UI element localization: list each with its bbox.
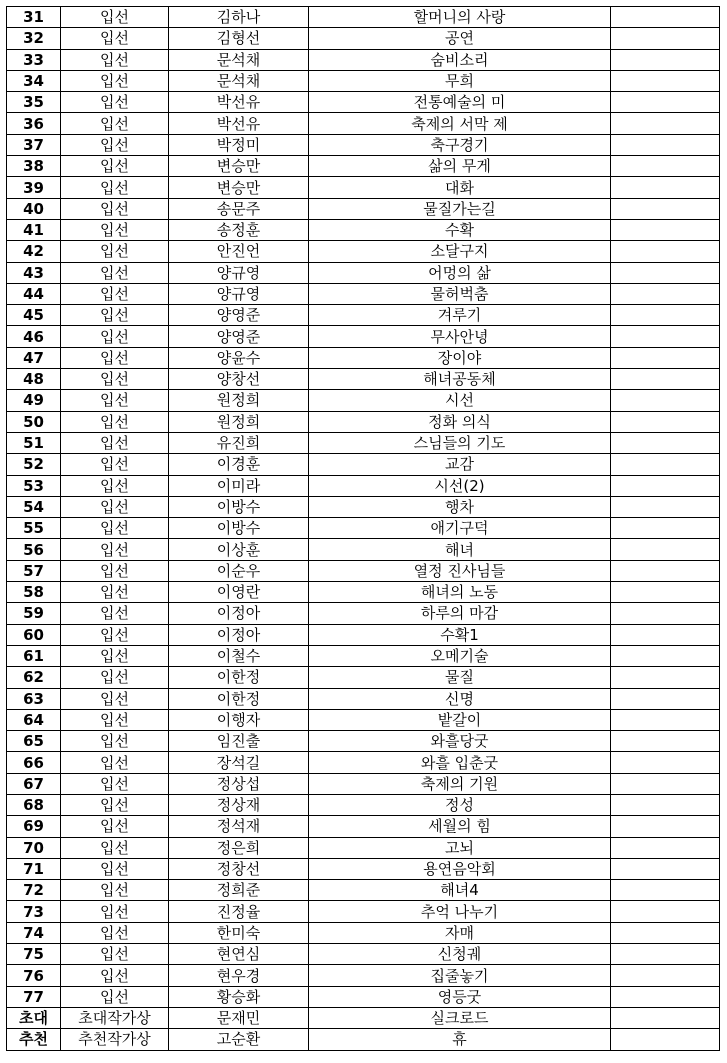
table-row: [7, 326, 720, 347]
cell-work-title: 겨루기: [309, 305, 611, 326]
cell-work-title: 신명: [309, 688, 611, 709]
cell-note: [611, 986, 720, 1007]
cell-award: 입선: [61, 70, 169, 91]
cell-artist-name: 안진언: [169, 241, 309, 262]
table-row: [7, 28, 720, 49]
cell-number: 60: [7, 624, 61, 645]
cell-artist-name: 문재민: [169, 1007, 309, 1028]
table-row: [7, 624, 720, 645]
cell-note: [611, 518, 720, 539]
cell-award: 입선: [61, 986, 169, 1007]
table-row: [7, 475, 720, 496]
table-row: [7, 1029, 720, 1050]
cell-work-title: 축구경기: [309, 134, 611, 155]
cell-number: 45: [7, 305, 61, 326]
cell-work-title: 실크로드: [309, 1007, 611, 1028]
cell-note: [611, 582, 720, 603]
cell-number: 67: [7, 773, 61, 794]
cell-award: 입선: [61, 752, 169, 773]
cell-note: [611, 858, 720, 879]
table-row: [7, 241, 720, 262]
cell-number: 32: [7, 28, 61, 49]
cell-number: 56: [7, 539, 61, 560]
table-row: [7, 1007, 720, 1028]
cell-note: [611, 134, 720, 155]
cell-note: [611, 283, 720, 304]
table-row: [7, 518, 720, 539]
table-row: [7, 113, 720, 134]
cell-note: [611, 816, 720, 837]
cell-artist-name: 정희준: [169, 880, 309, 901]
cell-note: [611, 922, 720, 943]
cell-number: 46: [7, 326, 61, 347]
table-row: [7, 7, 720, 28]
cell-work-title: 해녀4: [309, 880, 611, 901]
cell-note: [611, 645, 720, 666]
cell-artist-name: 송정훈: [169, 219, 309, 240]
cell-note: [611, 219, 720, 240]
cell-note: [611, 156, 720, 177]
table-row: [7, 454, 720, 475]
cell-number: 58: [7, 582, 61, 603]
table-row: [7, 70, 720, 91]
cell-number: 추천: [7, 1029, 61, 1050]
cell-award: 입선: [61, 965, 169, 986]
cell-award: 초대작가상: [61, 1007, 169, 1028]
table-row: [7, 92, 720, 113]
cell-artist-name: 김형선: [169, 28, 309, 49]
cell-note: [611, 901, 720, 922]
table-row: [7, 837, 720, 858]
cell-work-title: 대화: [309, 177, 611, 198]
cell-artist-name: 임진출: [169, 731, 309, 752]
cell-artist-name: 이경훈: [169, 454, 309, 475]
cell-artist-name: 이행자: [169, 709, 309, 730]
cell-award: 입선: [61, 113, 169, 134]
table-row: [7, 880, 720, 901]
table-row: [7, 944, 720, 965]
cell-number: 73: [7, 901, 61, 922]
cell-note: [611, 411, 720, 432]
cell-artist-name: 이순우: [169, 560, 309, 581]
cell-award: 입선: [61, 454, 169, 475]
cell-artist-name: 유진희: [169, 432, 309, 453]
table-row: [7, 347, 720, 368]
table-row: [7, 731, 720, 752]
cell-work-title: 자매: [309, 922, 611, 943]
cell-artist-name: 박선유: [169, 113, 309, 134]
cell-work-title: 전통예술의 미: [309, 92, 611, 113]
cell-award: 입선: [61, 283, 169, 304]
cell-note: [611, 731, 720, 752]
cell-artist-name: 현우경: [169, 965, 309, 986]
cell-award: 입선: [61, 92, 169, 113]
cell-number: 74: [7, 922, 61, 943]
cell-note: [611, 7, 720, 28]
cell-award: 입선: [61, 390, 169, 411]
cell-artist-name: 정석재: [169, 816, 309, 837]
cell-artist-name: 황승화: [169, 986, 309, 1007]
cell-artist-name: 김하나: [169, 7, 309, 28]
cell-award: 입선: [61, 198, 169, 219]
cell-note: [611, 1007, 720, 1028]
cell-work-title: 해녀: [309, 539, 611, 560]
cell-artist-name: 문석채: [169, 70, 309, 91]
cell-note: [611, 539, 720, 560]
cell-work-title: 어멍의 삶: [309, 262, 611, 283]
cell-artist-name: 이영란: [169, 582, 309, 603]
table-row: [7, 539, 720, 560]
cell-work-title: 시선(2): [309, 475, 611, 496]
cell-artist-name: 이미라: [169, 475, 309, 496]
cell-award: 입선: [61, 539, 169, 560]
cell-artist-name: 양윤수: [169, 347, 309, 368]
cell-number: 77: [7, 986, 61, 1007]
cell-number: 64: [7, 709, 61, 730]
cell-note: [611, 432, 720, 453]
table-row: [7, 901, 720, 922]
cell-note: [611, 752, 720, 773]
cell-award: 입선: [61, 7, 169, 28]
cell-number: 61: [7, 645, 61, 666]
cell-work-title: 열정 진사님들: [309, 560, 611, 581]
awards-table: [6, 6, 720, 1051]
cell-award: 입선: [61, 134, 169, 155]
table-row: [7, 432, 720, 453]
table-row: [7, 390, 720, 411]
table-row: [7, 560, 720, 581]
cell-award: 입선: [61, 156, 169, 177]
cell-number: 62: [7, 667, 61, 688]
cell-work-title: 와흘당굿: [309, 731, 611, 752]
cell-note: [611, 28, 720, 49]
cell-note: [611, 326, 720, 347]
cell-work-title: 추억 나누기: [309, 901, 611, 922]
cell-number: 70: [7, 837, 61, 858]
cell-artist-name: 이한정: [169, 688, 309, 709]
cell-note: [611, 198, 720, 219]
cell-work-title: 와흘 입춘굿: [309, 752, 611, 773]
cell-number: 37: [7, 134, 61, 155]
table-row: [7, 305, 720, 326]
cell-number: 69: [7, 816, 61, 837]
table-row: [7, 411, 720, 432]
cell-artist-name: 장석길: [169, 752, 309, 773]
table-row: [7, 752, 720, 773]
cell-note: [611, 688, 720, 709]
cell-award: 입선: [61, 582, 169, 603]
cell-number: 63: [7, 688, 61, 709]
cell-artist-name: 정창선: [169, 858, 309, 879]
cell-work-title: 삶의 무게: [309, 156, 611, 177]
cell-number: 31: [7, 7, 61, 28]
cell-work-title: 집줄놓기: [309, 965, 611, 986]
cell-number: 59: [7, 603, 61, 624]
cell-work-title: 무희: [309, 70, 611, 91]
cell-award: 입선: [61, 326, 169, 347]
cell-artist-name: 현연심: [169, 944, 309, 965]
cell-note: [611, 965, 720, 986]
cell-note: [611, 177, 720, 198]
cell-award: 입선: [61, 624, 169, 645]
cell-award: 입선: [61, 645, 169, 666]
cell-number: 71: [7, 858, 61, 879]
cell-artist-name: 원정희: [169, 411, 309, 432]
table-row: [7, 156, 720, 177]
cell-award: 입선: [61, 347, 169, 368]
cell-work-title: 할머니의 사랑: [309, 7, 611, 28]
cell-award: 입선: [61, 432, 169, 453]
cell-note: [611, 241, 720, 262]
cell-award: 입선: [61, 305, 169, 326]
cell-number: 68: [7, 794, 61, 815]
cell-award: 입선: [61, 241, 169, 262]
cell-artist-name: 양규영: [169, 262, 309, 283]
cell-number: 54: [7, 496, 61, 517]
cell-number: 65: [7, 731, 61, 752]
cell-number: 49: [7, 390, 61, 411]
cell-artist-name: 정상섭: [169, 773, 309, 794]
table-row: [7, 198, 720, 219]
cell-work-title: 물질: [309, 667, 611, 688]
cell-number: 41: [7, 219, 61, 240]
cell-number: 40: [7, 198, 61, 219]
cell-note: [611, 475, 720, 496]
cell-number: 38: [7, 156, 61, 177]
cell-artist-name: 정은희: [169, 837, 309, 858]
table-row: [7, 794, 720, 815]
cell-number: 51: [7, 432, 61, 453]
table-row: [7, 709, 720, 730]
cell-note: [611, 1029, 720, 1050]
cell-artist-name: 양규영: [169, 283, 309, 304]
cell-artist-name: 이정아: [169, 603, 309, 624]
cell-award: 입선: [61, 49, 169, 70]
cell-note: [611, 305, 720, 326]
table-row: [7, 645, 720, 666]
cell-artist-name: 양영준: [169, 305, 309, 326]
table-row: [7, 816, 720, 837]
table-row: [7, 688, 720, 709]
cell-work-title: 정성: [309, 794, 611, 815]
cell-number: 52: [7, 454, 61, 475]
cell-work-title: 고뇌: [309, 837, 611, 858]
cell-award: 입선: [61, 773, 169, 794]
cell-artist-name: 변승만: [169, 177, 309, 198]
cell-number: 66: [7, 752, 61, 773]
cell-artist-name: 이상훈: [169, 539, 309, 560]
cell-work-title: 숨비소리: [309, 49, 611, 70]
cell-award: 입선: [61, 560, 169, 581]
table-row: [7, 134, 720, 155]
cell-artist-name: 박정미: [169, 134, 309, 155]
table-row: [7, 922, 720, 943]
cell-award: 입선: [61, 709, 169, 730]
cell-work-title: 축제의 기원: [309, 773, 611, 794]
table-row: [7, 667, 720, 688]
table-row: [7, 49, 720, 70]
cell-award: 입선: [61, 496, 169, 517]
cell-artist-name: 문석채: [169, 49, 309, 70]
cell-work-title: 축제의 서막 제: [309, 113, 611, 134]
cell-work-title: 해녀의 노동: [309, 582, 611, 603]
cell-note: [611, 880, 720, 901]
table-row: [7, 283, 720, 304]
cell-work-title: 하루의 마감: [309, 603, 611, 624]
cell-note: [611, 560, 720, 581]
table-row: [7, 369, 720, 390]
cell-number: 50: [7, 411, 61, 432]
table-row: [7, 262, 720, 283]
cell-artist-name: 이정아: [169, 624, 309, 645]
cell-work-title: 물허벅춤: [309, 283, 611, 304]
cell-number: 76: [7, 965, 61, 986]
cell-award: 입선: [61, 837, 169, 858]
cell-artist-name: 박선유: [169, 92, 309, 113]
table-row: [7, 858, 720, 879]
cell-work-title: 세월의 힘: [309, 816, 611, 837]
cell-number: 35: [7, 92, 61, 113]
cell-work-title: 용연음악회: [309, 858, 611, 879]
cell-work-title: 시선: [309, 390, 611, 411]
cell-artist-name: 이방수: [169, 518, 309, 539]
table-row: [7, 603, 720, 624]
table-row: [7, 219, 720, 240]
cell-number: 57: [7, 560, 61, 581]
cell-award: 입선: [61, 688, 169, 709]
cell-work-title: 소달구지: [309, 241, 611, 262]
cell-work-title: 오메기술: [309, 645, 611, 666]
cell-work-title: 애기구덕: [309, 518, 611, 539]
cell-artist-name: 이방수: [169, 496, 309, 517]
table-row: [7, 986, 720, 1007]
cell-work-title: 물질가는길: [309, 198, 611, 219]
cell-work-title: 밭갈이: [309, 709, 611, 730]
cell-number: 39: [7, 177, 61, 198]
table-row: [7, 773, 720, 794]
cell-award: 입선: [61, 667, 169, 688]
cell-work-title: 정화 의식: [309, 411, 611, 432]
cell-work-title: 신청궤: [309, 944, 611, 965]
cell-note: [611, 369, 720, 390]
cell-award: 입선: [61, 219, 169, 240]
cell-number: 72: [7, 880, 61, 901]
cell-note: [611, 70, 720, 91]
cell-note: [611, 347, 720, 368]
cell-award: 입선: [61, 177, 169, 198]
cell-number: 47: [7, 347, 61, 368]
cell-note: [611, 624, 720, 645]
cell-award: 입선: [61, 411, 169, 432]
cell-work-title: 해녀공동체: [309, 369, 611, 390]
cell-award: 입선: [61, 922, 169, 943]
cell-number: 44: [7, 283, 61, 304]
cell-award: 입선: [61, 816, 169, 837]
cell-artist-name: 원정희: [169, 390, 309, 411]
cell-number: 초대: [7, 1007, 61, 1028]
cell-number: 43: [7, 262, 61, 283]
cell-award: 추천작가상: [61, 1029, 169, 1050]
table-row: [7, 177, 720, 198]
cell-artist-name: 양창선: [169, 369, 309, 390]
cell-award: 입선: [61, 475, 169, 496]
cell-note: [611, 92, 720, 113]
cell-work-title: 장이야: [309, 347, 611, 368]
cell-note: [611, 496, 720, 517]
cell-note: [611, 262, 720, 283]
cell-work-title: 교감: [309, 454, 611, 475]
cell-work-title: 행차: [309, 496, 611, 517]
cell-artist-name: 한미숙: [169, 922, 309, 943]
cell-note: [611, 667, 720, 688]
cell-award: 입선: [61, 28, 169, 49]
cell-work-title: 수확1: [309, 624, 611, 645]
cell-work-title: 휴: [309, 1029, 611, 1050]
cell-number: 42: [7, 241, 61, 262]
cell-award: 입선: [61, 603, 169, 624]
cell-artist-name: 송문주: [169, 198, 309, 219]
cell-award: 입선: [61, 794, 169, 815]
cell-note: [611, 49, 720, 70]
cell-work-title: 영등굿: [309, 986, 611, 1007]
cell-artist-name: 이철수: [169, 645, 309, 666]
cell-note: [611, 837, 720, 858]
cell-artist-name: 양영준: [169, 326, 309, 347]
cell-award: 입선: [61, 731, 169, 752]
cell-work-title: 수확: [309, 219, 611, 240]
cell-number: 33: [7, 49, 61, 70]
cell-note: [611, 709, 720, 730]
cell-number: 34: [7, 70, 61, 91]
cell-award: 입선: [61, 262, 169, 283]
cell-number: 75: [7, 944, 61, 965]
cell-artist-name: 진정율: [169, 901, 309, 922]
cell-note: [611, 794, 720, 815]
cell-artist-name: 정상재: [169, 794, 309, 815]
cell-note: [611, 390, 720, 411]
cell-number: 53: [7, 475, 61, 496]
table-row: [7, 496, 720, 517]
cell-award: 입선: [61, 944, 169, 965]
cell-work-title: 공연: [309, 28, 611, 49]
cell-note: [611, 944, 720, 965]
cell-note: [611, 454, 720, 475]
cell-award: 입선: [61, 901, 169, 922]
cell-artist-name: 이한정: [169, 667, 309, 688]
cell-award: 입선: [61, 518, 169, 539]
cell-artist-name: 변승만: [169, 156, 309, 177]
cell-note: [611, 113, 720, 134]
table-row: [7, 582, 720, 603]
cell-note: [611, 773, 720, 794]
table-body: [7, 7, 720, 1051]
cell-artist-name: 고순환: [169, 1029, 309, 1050]
cell-number: 36: [7, 113, 61, 134]
cell-work-title: 무사안녕: [309, 326, 611, 347]
cell-number: 48: [7, 369, 61, 390]
cell-award: 입선: [61, 858, 169, 879]
cell-award: 입선: [61, 880, 169, 901]
table-row: [7, 965, 720, 986]
cell-work-title: 스님들의 기도: [309, 432, 611, 453]
cell-number: 55: [7, 518, 61, 539]
cell-award: 입선: [61, 369, 169, 390]
cell-note: [611, 603, 720, 624]
